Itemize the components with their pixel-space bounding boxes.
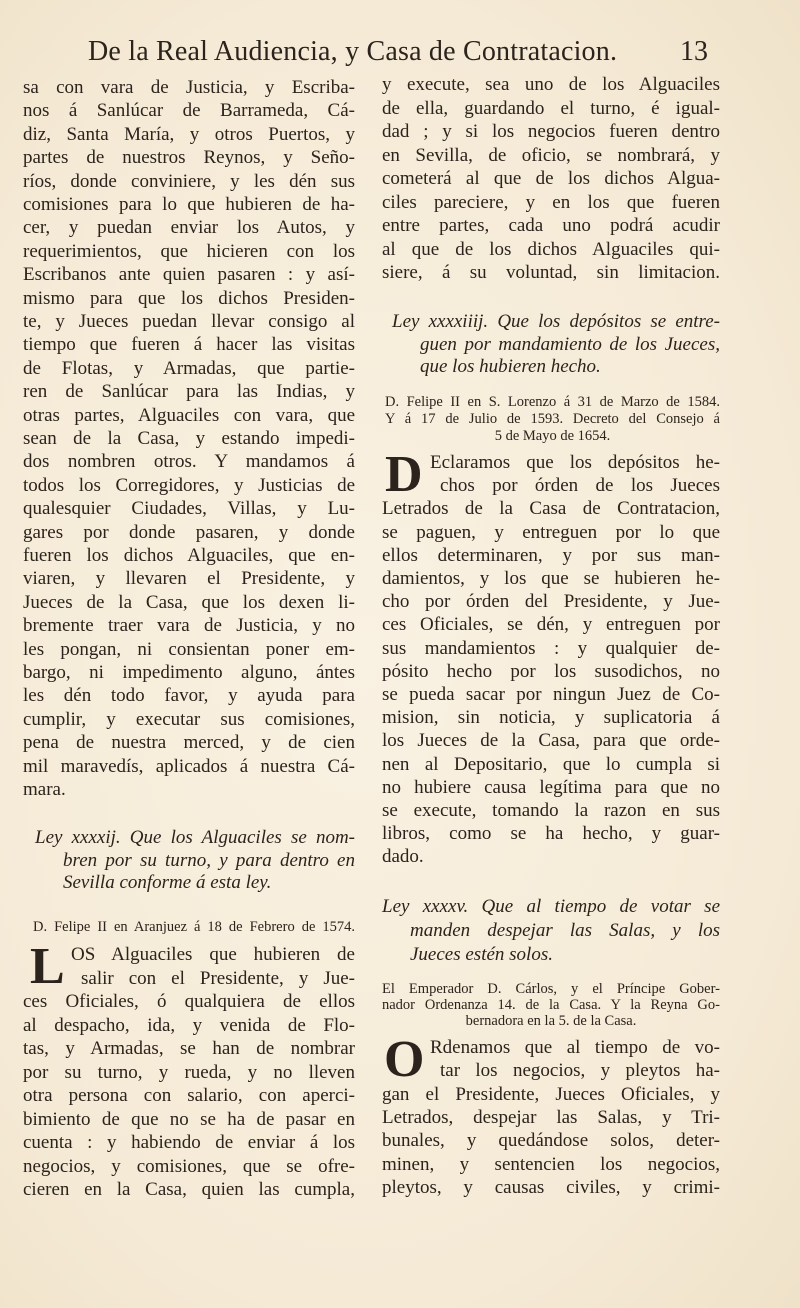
text-line: no hubiere causa legítima para que no xyxy=(382,776,720,798)
text-line: minen, y sentencien los negocios, xyxy=(382,1153,720,1175)
text-line: al despacho, ida, y venida de Flo- xyxy=(23,1014,355,1036)
text-line: tas, y Armadas, se han de nombrar xyxy=(23,1038,355,1059)
text-line: bimiento de que no se ha de pasar en xyxy=(23,1108,355,1130)
text-line: bargo, ni impedimento alguno, ántes xyxy=(23,662,355,683)
text-line: Eclaramos que los depósitos he- xyxy=(430,452,720,473)
text-line: gan el Presidente, Jueces Oficiales, y xyxy=(382,1083,720,1105)
text-line: nador Ordenanza 14. de la Casa. Y la Reyna Go- xyxy=(382,997,720,1013)
text-line: damientos, y los que se hubieren he- xyxy=(382,568,720,589)
text-line: los Jueces de la Casa, para que orde- xyxy=(382,730,720,752)
text-line: negocios, y comisiones, que se ofre- xyxy=(23,1155,355,1177)
text-line: manden despejar las Salas, y los xyxy=(410,920,720,941)
text-line: Jueces de la Casa, que los dexen li- xyxy=(23,591,355,613)
text-line: Jueces estén solos. xyxy=(410,944,553,965)
text-line: les pongan, ni consientan poner em- xyxy=(23,638,355,660)
text-line: Rdenamos que al tiempo de vo- xyxy=(430,1037,720,1058)
text-line: por su turno, y rueda, y no lleven xyxy=(23,1061,355,1083)
text-line: ren de Sanlúcar para las Indias, y xyxy=(23,381,355,403)
text-line: Y á 17 de Julio de 1593. Decreto del Consejo á xyxy=(385,411,720,427)
text-line: bernadora en la 5. de la Casa. xyxy=(465,1013,637,1029)
text-line: nen al Depositario, que lo cumpla si xyxy=(382,753,720,775)
text-line: Ley xxxxiiij. Que los depósitos se entre- xyxy=(392,311,720,332)
text-line: Ley xxxxij. Que los Alguaciles se nom- xyxy=(35,827,355,848)
text-line: al que de los dichos Alguaciles qui- xyxy=(382,238,720,260)
text-line: requerimientos, que hicieren con los xyxy=(23,240,355,262)
text-line: que los hubieren hecho. xyxy=(420,356,601,377)
text-line: sus mandamientos : y qualquier de- xyxy=(382,637,720,659)
text-line: sa con vara de Justicia, y Escriba- xyxy=(23,77,355,98)
text-line: de Flotas, y Armadas, que partie- xyxy=(23,357,355,379)
text-line: 5 de Mayo de 1654. xyxy=(494,428,611,444)
text-line: ellos determinaren, y por sus man- xyxy=(382,544,720,566)
text-line: tiempo que fueren á hacer las visitas xyxy=(23,334,355,356)
text-line: mismo para que los dichos Presiden- xyxy=(23,287,355,309)
text-line: de ella, guardando el turno, é igual- xyxy=(382,97,720,119)
drop-cap-l: L xyxy=(30,938,65,995)
text-line: se pueda sacar por ningun Juez de Co- xyxy=(382,684,720,705)
text-line: mision, sin noticia, y suplicatoria á xyxy=(382,707,720,729)
page-number: 13 xyxy=(680,36,708,67)
text-line: libros, como se ha hecho, y guar- xyxy=(382,823,720,845)
text-line: bren por su turno, y para dentro en xyxy=(63,849,355,871)
text-line: bremente traer vara de Justicia, y no xyxy=(23,615,355,637)
text-line: Sevilla conforme á esta ley. xyxy=(63,872,272,893)
drop-cap-d: D xyxy=(385,446,423,503)
text-line: siere, á su voluntad, sin limitacion. xyxy=(382,262,720,283)
text-line: dos nombren otros. Y mandamos á xyxy=(23,451,355,473)
text-line: partes de nuestros Reynos, y Seño- xyxy=(23,147,355,169)
text-line: cieren en la Casa, quien las cumpla, xyxy=(23,1179,355,1200)
text-line: en Sevilla, de oficio, se nombrará, y xyxy=(382,144,720,166)
text-line: se execute, tomando la razon en sus xyxy=(382,800,720,821)
text-line: gares por donde pasaren, y donde xyxy=(23,521,355,543)
text-line: fueren los dichos Alguaciles, que en- xyxy=(23,545,355,566)
text-line: y execute, sea uno de los Alguaciles xyxy=(382,74,720,95)
text-line: El Emperador D. Cárlos, y el Príncipe Gober- xyxy=(382,981,720,997)
text-line: todos los Corregidores, y Justicias de xyxy=(23,474,355,496)
text-line: otras partes, Alguaciles con vara, que xyxy=(23,404,355,426)
text-line: dado. xyxy=(382,846,424,868)
text-line: te, y Jueces puedan llevar consigo al xyxy=(23,311,355,332)
text-line: sean de la Casa, y estando impedi- xyxy=(23,428,355,449)
text-line: cuenta : y habiendo de enviar á los xyxy=(23,1132,355,1153)
text-line: nos á Sanlúcar de Barrameda, Cá- xyxy=(23,100,355,122)
text-line: cometerá al que de los dichos Algua- xyxy=(382,168,720,189)
drop-cap-o: O xyxy=(384,1031,425,1088)
text-line: Escribanos ante quien pasaren : y así- xyxy=(23,264,355,286)
text-line: comisiones para lo que hubieren de ha- xyxy=(23,194,355,215)
text-line: Letrados de la Casa de Contratacion, xyxy=(382,498,720,520)
text-line: diz, Santa María, y otros Puertos, y xyxy=(23,123,355,145)
text-line: salir con el Presidente, y Jue- xyxy=(81,967,355,989)
text-line: mil maravedís, aplicados á nuestra Cá- xyxy=(23,755,355,777)
text-line: ciles pareciere, y en los que fueren xyxy=(382,191,720,213)
text-line: ces Oficiales, se dén, y entreguen por xyxy=(382,614,720,636)
text-line: les dén todo favor, y ayuda para xyxy=(23,685,355,707)
text-line: pena de nuestra merced, y de cien xyxy=(23,732,355,754)
text-line: guen por mandamiento de los Jueces, xyxy=(420,333,720,355)
text-line: ces Oficiales, ó qualquiera de ellos xyxy=(23,991,355,1012)
text-line: OS Alguaciles que hubieren de xyxy=(71,944,355,965)
running-title: De la Real Audiencia, y Casa de Contratacion. xyxy=(88,36,618,67)
text-line: Ley xxxxv. Que al tiempo de votar se xyxy=(382,896,720,917)
text-line: mara. xyxy=(23,779,66,800)
text-line: dad ; y si los negocios fueren dentro xyxy=(382,121,720,142)
text-line: bunales, y quedándose solos, deter- xyxy=(382,1130,720,1152)
text-line: ríos, donde conviniere, y les dén sus xyxy=(23,170,355,192)
text-line: chos por órden de los Jueces xyxy=(440,475,720,497)
text-line: se paguen, y entreguen por lo que xyxy=(382,521,720,543)
text-line: pósito hecho por los susodichos, no xyxy=(382,660,720,682)
running-header xyxy=(88,36,708,70)
text-line: D. Felipe II en Aranjuez á 18 de Febrero de 1574. xyxy=(33,919,355,935)
text-line: Letrados, despejar las Salas, y Tri- xyxy=(382,1106,720,1128)
text-line: tar los negocios, y pleytos ha- xyxy=(440,1060,720,1082)
text-line: entre partes, cada uno podrá acudir xyxy=(382,215,720,236)
text-line: pleytos, y causas civiles, y crimi- xyxy=(382,1176,720,1198)
text-line: D. Felipe II en S. Lorenzo á 31 de Marzo de 1584. xyxy=(385,394,720,410)
text-line: cumplir, y executar sus comisiones, xyxy=(23,708,355,730)
text-line: cer, y puedan enviar los Autos, y xyxy=(23,217,355,239)
text-line: qualesquier Ciudades, Villas, y Lu- xyxy=(23,498,355,520)
text-line: viaren, y llevaren el Presidente, y xyxy=(23,568,355,590)
text-line: otra persona con salario, con aperci- xyxy=(23,1085,355,1106)
text-line: cho por órden del Presidente, y Jue- xyxy=(382,591,720,613)
